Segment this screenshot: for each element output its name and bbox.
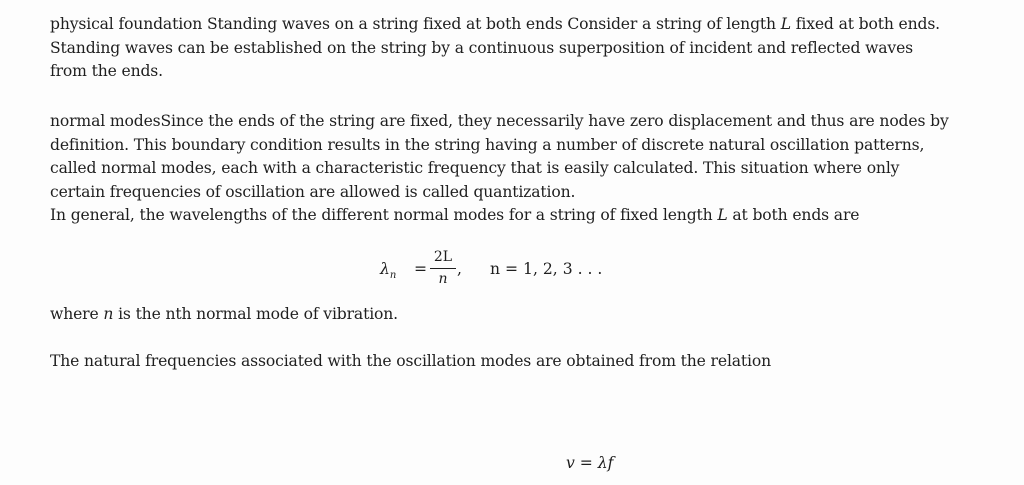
lambda-symbol: λ (380, 260, 390, 278)
wave-relation-formula: v = λf (566, 454, 614, 472)
paragraph-mode-definition-text-a: where (50, 305, 104, 323)
paragraph-normal-modes (50, 110, 950, 228)
fraction-denominator: n (438, 271, 448, 287)
paragraph-intro (50, 13, 950, 84)
paragraph-natural-frequencies: The natural frequencies associated with the oscillation modes are obtained from the relation (50, 352, 772, 370)
lambda-n-symbol (380, 260, 396, 281)
lambda-subscript: n (389, 270, 397, 282)
fraction (430, 248, 456, 288)
paragraph-intro-text-a: physical foundation Standing waves on a string fixed at both ends Consider a string of length (50, 15, 781, 33)
paragraph-normal-modes-text-a: normal modesSince the ends of the string are fixed, they necessarily have zero displacement and thus are nodes by definition. This boundary condition results in the string having a number of discrete natural oscillation patterns, called normal modes, each with a characteristic frequency that is easily calculated. This situation where only certain frequencies of oscillation are allowed is called quantization. (50, 112, 949, 201)
mode-symbol: n (103, 305, 114, 323)
mode-condition: n = 1, 2, 3 . . . (490, 260, 603, 278)
formula-comma: , (457, 260, 462, 278)
fraction-bar (430, 268, 456, 269)
equals-sign: = (414, 260, 428, 278)
length-symbol: L (717, 206, 728, 224)
paragraph-intro-text-b: fixed at both ends. Standing waves can be established on the string by a continuous superposition of incident and reflected waves from the ends. (50, 15, 940, 80)
wavelength-formula (380, 248, 640, 294)
paragraph-mode-definition (50, 303, 950, 327)
fraction-numerator: 2L (433, 249, 453, 265)
paragraph-mode-definition-text-b: is the nth normal mode of vibration. (113, 305, 398, 323)
length-symbol: L (780, 15, 791, 33)
paragraph-normal-modes-text-c: at both ends are (727, 206, 860, 224)
paragraph-normal-modes-text-b: In general, the wavelengths of the different normal modes for a string of fixed length (50, 206, 718, 224)
